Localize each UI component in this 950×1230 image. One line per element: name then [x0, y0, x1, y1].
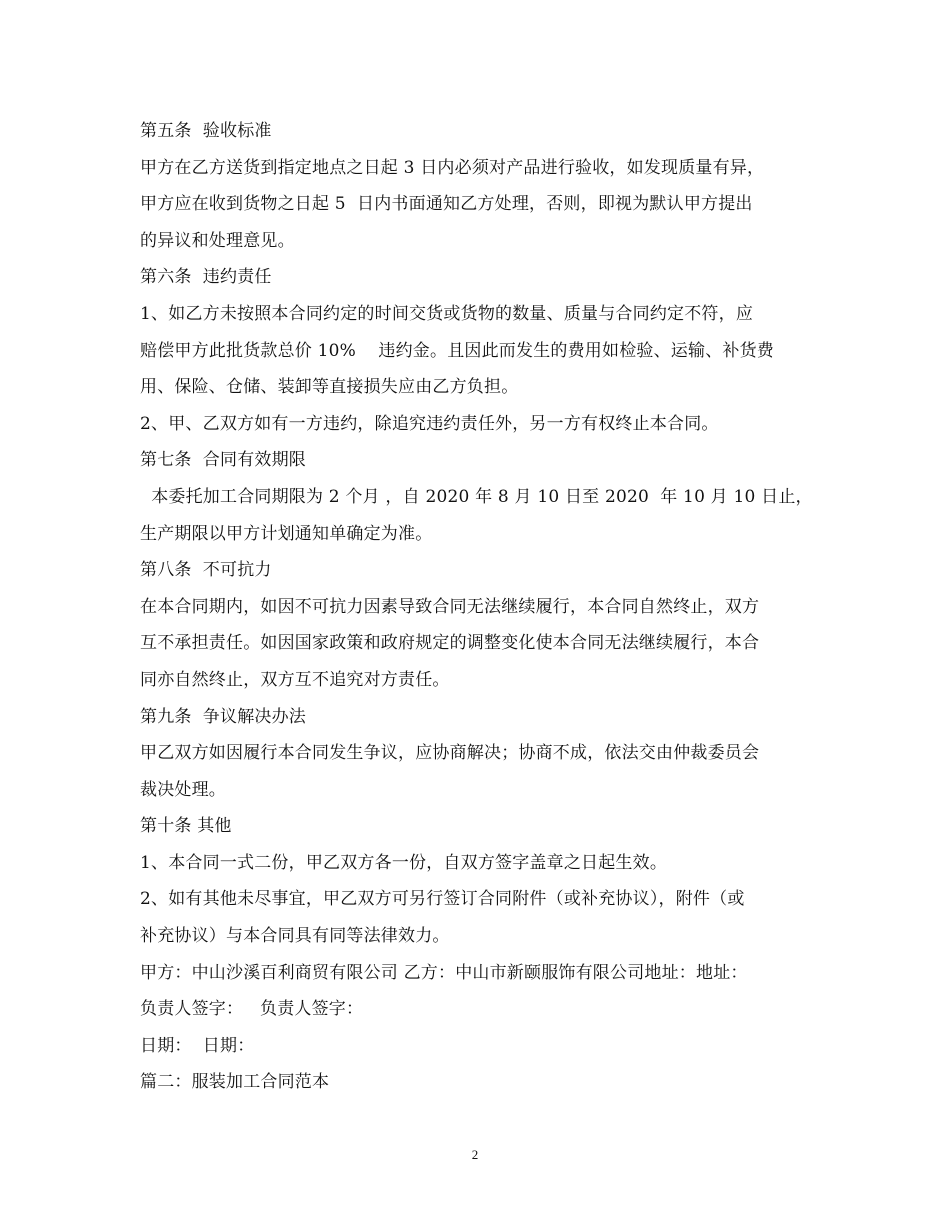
article-6-clause-2: 2、甲、乙双方如有一方违约，除追究违约责任外，另一方有权终止本合同。	[140, 413, 719, 434]
article-7-text-line-1: 本委托加工合同期限为 2 个月 ，自 2020 年 8 月 10 日至 2020 年 10 月 10 日止，	[140, 486, 813, 507]
article-9-heading: 第九条 争议解决办法	[140, 706, 307, 727]
article-9-text-line-2: 裁决处理。	[140, 779, 226, 800]
parties-line: 甲方：中山沙溪百利商贸有限公司 乙方：中山市新颐服饰有限公司地址：地址：	[140, 962, 748, 983]
article-6-clause-1-line-2: 赔偿甲方此批货款总价 10% 违约金。且因此而发生的费用如检验、运输、补货费	[140, 340, 775, 361]
article-6-clause-1-line-3: 用、保险、仓储、装卸等直接损失应由乙方负担。	[140, 377, 519, 398]
next-section-heading: 篇二：服装加工合同范本	[140, 1072, 330, 1093]
article-7-text-line-2: 生产期限以甲方计划通知单确定为准。	[140, 523, 433, 544]
article-8-text-line-3: 同亦自然终止，双方互不追究对方责任。	[140, 669, 450, 690]
article-10-clause-1: 1、本合同一式二份，甲乙双方各一份，自双方签字盖章之日起生效。	[140, 852, 668, 873]
article-10-heading: 第十条 其他	[140, 816, 232, 837]
article-9-text-line-1: 甲乙双方如因履行本合同发生争议，应协商解决；协商不成，依法交由仲裁委员会	[140, 743, 760, 764]
article-5-heading: 第五条 验收标准	[140, 121, 272, 141]
date-line: 日期： 日期：	[140, 1035, 255, 1056]
article-10-clause-2-line-1: 2、如有其他未尽事宜，甲乙双方可另行签订合同附件（或补充协议），附件（或	[140, 889, 745, 910]
document-body	[140, 113, 820, 1101]
article-8-text-line-1: 在本合同期内，如因不可抗力因素导致合同无法继续履行，本合同自然终止，双方	[140, 596, 760, 617]
article-6-heading: 第六条 违约责任	[140, 267, 272, 288]
article-6-clause-1-line-1: 1、如乙方未按照本合同约定的时间交货或货物的数量、质量与合同约定不符，应	[140, 303, 754, 324]
article-8-text-line-2: 互不承担责任。如因国家政策和政府规定的调整变化使本合同无法继续履行，本合	[140, 633, 760, 654]
article-8-heading: 第八条 不可抗力	[140, 560, 272, 581]
article-7-heading: 第七条 合同有效期限	[140, 450, 307, 471]
signature-line: 负责人签字： 负责人签字：	[140, 999, 364, 1020]
article-5-text-line-2: 甲方应在收到货物之日起 5 日内书面通知乙方处理，否则，即视为默认甲方提出	[140, 194, 753, 215]
article-5-text-line-3: 的异议和处理意见。	[140, 230, 295, 251]
page-number: 2	[471, 1147, 479, 1162]
article-5-text-line-1: 甲方在乙方送货到指定地点之日起 3 日内必须对产品进行验收，如发现质量有异，	[140, 157, 765, 178]
article-10-clause-2-line-2: 补充协议）与本合同具有同等法律效力。	[140, 926, 450, 947]
